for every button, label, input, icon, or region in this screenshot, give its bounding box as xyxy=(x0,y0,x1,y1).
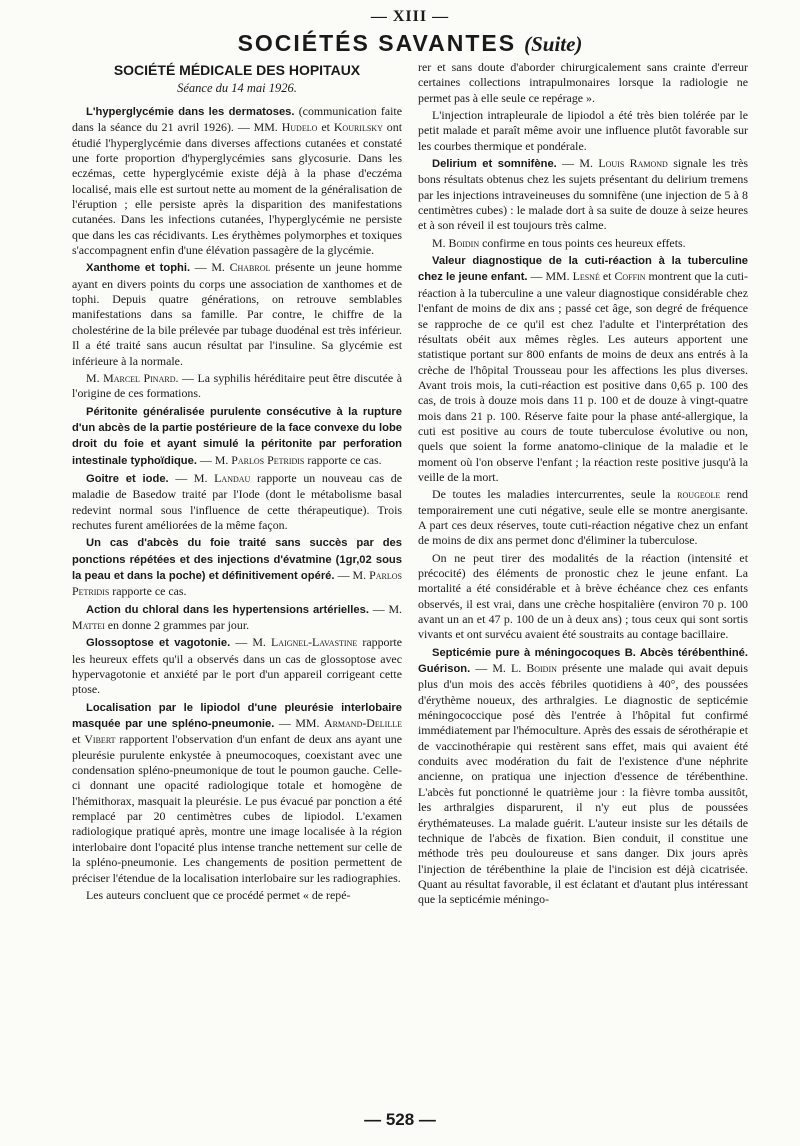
author-name: Boidin xyxy=(448,235,480,250)
society-name: SOCIÉTÉ MÉDICALE DES HOPITAUX xyxy=(113,62,361,78)
author-name: Lesné xyxy=(572,269,600,284)
author-name: Parlos Petridis xyxy=(72,567,402,599)
author-name: Landau xyxy=(214,470,251,485)
article-heading: Glossoptose et vagotonie. xyxy=(86,637,231,650)
article-goitre: Goitre et iode. — M. Landau rapporte un nouveau cas de maladie de Basedow traité par l'Iode (dont le métabolisme basal redevint normal sous l'influence de cette thérapeutique). Trois rechutes furent améliorées de la même façon. xyxy=(72,470,402,532)
disease-name: rougeole xyxy=(677,487,721,502)
section-title xyxy=(72,30,748,56)
author-name: Hudelo xyxy=(281,120,318,135)
seance-date: Séance du 14 mai 1926. xyxy=(177,81,297,95)
author-name: Marcel Pinard xyxy=(103,370,176,385)
paragraph-pronostic: On ne peut tirer des modalités de la réaction (intensité et précocité) des éléments de pronostic chez le jeune enfant. La mortalité a été considérable et à brève échéance chez ces enfants observés, il est vrai, dans une crèche hospitalière (environ 70 p. 100 avant un an et 47 p. 100 de un à deux ans) ; tous ceux qui sont sortis vivants et ont survécu avaient été soustraits au contage bacillaire. xyxy=(418,550,748,642)
paragraph-conclusion: Les auteurs concluent que ce procédé permet « de repé- xyxy=(86,887,351,902)
author-name: Boidin xyxy=(526,661,557,676)
comment-boidin: M. Boidin confirme en tous points ces heureux effets. xyxy=(432,235,686,250)
roman-folio: — XIII — xyxy=(370,8,450,25)
article-heading: Action du chloral dans les hypertensions artérielles. xyxy=(86,603,369,616)
article-heading: Xanthome et tophi. xyxy=(86,262,191,275)
author-name: Mattei xyxy=(72,618,105,632)
paragraph-maladies: De toutes les maladies intercurrentes, seule la rougeole rend temporairement une cuti négative, seule elle se montre anergisante. A part ces deux réserves, toute cuti-réaction négative chez un enfant de moins de dix ans permet donc d'éliminer la tuberculose. xyxy=(418,487,748,548)
author-name: Vibert xyxy=(84,732,116,747)
left-column xyxy=(72,60,402,910)
article-delirium: Delirium et somnifène. — M. Louis Ramond signale les très bons résultats obtenus chez les sujets présentant du delirium tremens par les injections intraveineuses du somnifène (une injection de 5 à 8 centimètres cubes) : le malade dort à sa suite de douze à seize heures et à son réveil il est toujours très calme. xyxy=(418,156,749,233)
section-title-suite: (Suite) xyxy=(524,32,583,56)
paragraph-injection: L'injection intrapleurale de lipiodol a été très bien tolérée par le petit malade et paraît même avoir une influence plutôt favorable sur les courbes thermique et pondérale. xyxy=(418,108,748,153)
author-name: Kourilsky xyxy=(333,120,383,135)
article-septicemie: Septicémie pure à méningocoques B. Abcès térébenthiné. Guérison. — M. L. Boidin présente une malade qui avait depuis plus d'un mois des accès fébriles quotidiens à 40°, des poussées d'érythème noueux, des arthralgies. Le diagnostic de septicémie méningococcique posé dès l'entrée à l'hôpital fut confirmé immédiatement par l'hémoculture. Après des essais de sérothérapie et de vaccinothérapie qui restèrent sans effet, mais qui avaient été conduits avec modération du fait de l'existence d'une néphrite ancienne, on pratiqua une injection d'essence de térébenthine. L'abcès fut ponctionné le quatrième jour : la fièvre tomba aussitôt, les arthralgies disparurent, il n'y eut plus de poussées érythémateuses. La malade guérit. L'auteur insiste sur les détails de technique de l'abcès de fixation. Bien conduit, il constitue une méthode très peu douloureuse et sans danger. Dix jours après l'injection de térébenthine la plaie de l'incision est déjà cicatrisée. Quant au résultat favorable, il est éclatant et d'autant plus intéressant que la septicémie méningo- xyxy=(418,646,749,907)
author-name: Armand-Delille xyxy=(323,716,402,731)
article-abces-foie: Un cas d'abcès du foie traité sans succès par des ponctions répétées et des injections d'évatmine (1gr,02 sous la peau et dans la poche) et définitivement opéré. — M. Parlos Petridis rapporte ce cas. xyxy=(72,537,402,599)
article-heading: Péritonite généralisée purulente consécutive à la rupture d'un abcès de la partie postérieure de la face convexe du lobe droit du foie et ayant simulé la péritonite par perforation intestinale typhoïdique. xyxy=(72,405,402,467)
article-heading: L'hyperglycémie dans les dermatoses. xyxy=(86,106,295,118)
author-name: Louis Ramond xyxy=(598,156,668,171)
comment-pinard: M. Marcel Pinard. — La syphilis héréditaire peut être discutée à l'origine de ces formations. xyxy=(72,370,402,401)
article-lipiodol: Localisation par le lipiodol d'une pleurésie interlobaire masquée par une spléno-pneumonie. — MM. Armand-Delille et Vibert rapportent l'observation d'un enfant de deux ans ayant une pleurésie purulente enkystée à pneumocoques, coexistant avec une condensation spléno-pneumonique de tout le poumon gauche. Celle-ci donnant une opacité radiologique totale et homogène de l'hémithorax, masquait la pleurésie. Le pus évacué par ponction a été remplacé par 20 centimètres cubes de lipiodol. L'examen radiologique pratiqué après, montre une image localisée à la région interlobaire dont l'opacité plus intense tranche nettement sur celle de la spléno-pneumonie. Les changements de position permettent de préciser l'étendue de la localisation interlobaire sur les radiographies. xyxy=(72,701,402,885)
page-number: — 528 — xyxy=(364,1110,436,1129)
article-peritonite: Péritonite généralisée purulente consécutive à la rupture d'un abcès de la partie postérieure de la face convexe du lobe droit du foie et ayant simulé la péritonite par perforation intestinale typhoïdique. — M. Parlos Petridis rapporte ce cas. xyxy=(72,405,402,467)
right-column xyxy=(418,60,748,910)
paragraph-continued: rer et sans doute d'aborder chirurgicalement sans crainte d'erreur certaines collections intrapulmonaires lorsque la radiologie ne permet pas à elle seule ce repérage ». xyxy=(418,60,748,105)
author-name: Coffin xyxy=(614,269,646,284)
section-title-main: SOCIÉTÉS SAVANTES xyxy=(237,30,517,56)
article-glossoptose: Glossoptose et vagotonie. — M. Laignel-Lavastine rapporte les heureux effets qu'il a observés dans un cas de glossoptose avec hypervagotonie et anxiété par le port d'un appareil corrigeant cette ptose. xyxy=(72,635,402,697)
article-heading: Goitre et iode. xyxy=(86,472,169,485)
article-heading: Valeur diagnostique de la cuti-réaction à la tuberculine chez le jeune enfant. xyxy=(418,255,748,284)
author-name: Chabrol xyxy=(229,260,271,275)
article-xanthome: Xanthome et tophi. — M. Chabrol présente un jeune homme ayant en divers points du corps une association de xanthomes et de tophi. Depuis quatre générations, on retrouve semblables manifestations dans sa famille. Par contre, le chiffre de la cholestérine de la bile prélevée par tubage duodénal est très inférieur. Il a été traité sans aucun résultat par l'insuline. Sa glycémie est inférieure à la normale. xyxy=(72,260,403,368)
article-heading: Un cas d'abcès du foie traité sans succès par des ponctions répétées et des injections d'évatmine (1gr,02 sous la peau et dans la poche) et définitivement opéré. xyxy=(72,537,402,582)
article-cuti-reaction: Valeur diagnostique de la cuti-réaction à la tuberculine chez le jeune enfant. — MM. Lesné et Coffin montrent que la cuti-réaction à la tuberculine a une valeur diagnostique considérable chez l'enfant de moins de dix ans ; passé cet âge, son degré de fréquence se rapproche de ce qu'il est chez l'adulte et l'interprétation des résultats obéit aux mêmes règles. Les auteurs apportent une statistique portant sur 800 enfants de moins de deux ans entrés à la crèche de l'hôpital Trousseau pour les affections les plus diverses. Avant trois mois, la cuti-réaction est positive dans 0,65 p. 100 des cas, de trois à douze mois dans 11 p. 100 et de douze à vingt-quatre mois dans 21 p. 100. Réserve faite pour la phase anté-allergique, la cuti est positive au cours de toute tuberculose évolutive ou non, quels que soient la forme anatomo-clinique de la maladie et le moment où l'on observe l'enfant ; la réaction reste positive jusqu'à la veille de la mort. xyxy=(418,255,749,484)
two-column-body xyxy=(72,60,748,910)
article-heading: Septicémie pure à méningocoques B. Abcès térébenthiné. Guérison. xyxy=(418,646,748,676)
article-chloral: Action du chloral dans les hypertensions artérielles. — M. Mattei en donne 2 grammes par jour. xyxy=(72,601,402,632)
author-name: Parlos Petridis xyxy=(231,452,305,467)
author-name: Laignel-Lavastine xyxy=(271,635,358,650)
article-hyperglycemie: L'hyperglycémie dans les dermatoses. (communication faite dans la séance du 21 avril 1926). — MM. Hudelo et Kourilsky ont étudié l'hyperglycémie dans diverses affections cutanées et constaté une forte proportion d'hyperglycémies sans glycosurie. Dans les eczémas, cette hyperglycémie existe déjà à la phase d'eczéma localisé, mais elle est surtout nette au moment de la généralisation de l'éruption ; elle persiste après la disparition des manifestations cutanées. Dans les infections cutanées, l'hyperglycémie ne persiste que dans les cas récidivants. Les érythèmes polymorphes et toxiques s'accompagnent enfin d'une élévation passagère de la glycémie. xyxy=(72,104,402,258)
article-heading: Localisation par le lipiodol d'une pleurésie interlobaire masquée par une spléno-pneumonie. xyxy=(72,701,402,731)
article-heading: Delirium et somnifène. xyxy=(432,158,557,171)
